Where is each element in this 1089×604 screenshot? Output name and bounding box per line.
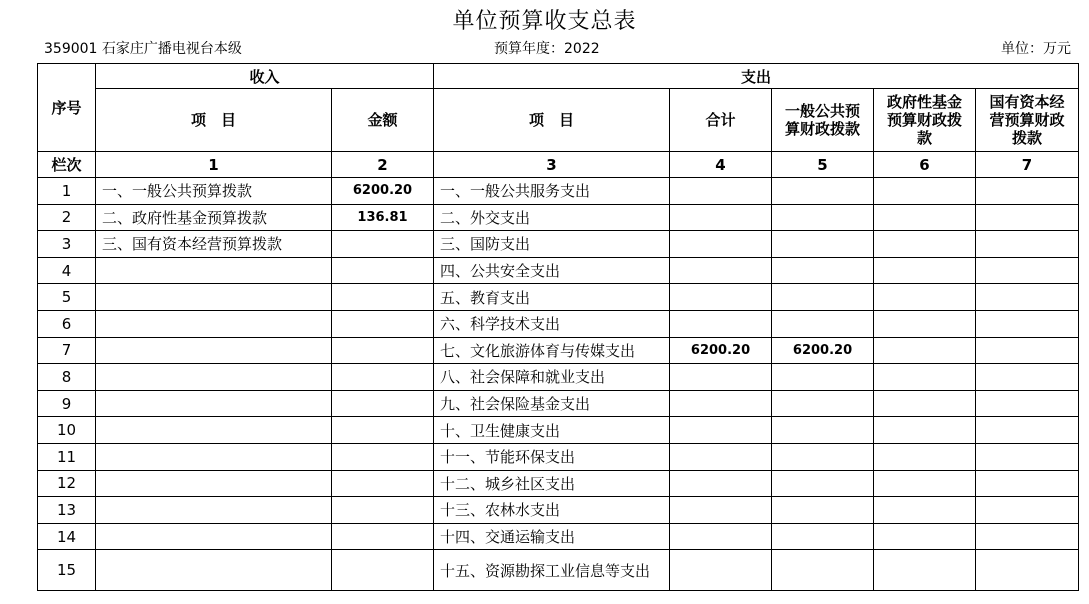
col-number: 2 xyxy=(332,152,434,178)
expense-state-capital xyxy=(976,178,1079,205)
income-amount xyxy=(332,231,434,258)
row-seq: 7 xyxy=(38,337,96,364)
table-row xyxy=(38,497,1079,524)
expense-general xyxy=(772,284,874,311)
income-item xyxy=(96,257,332,284)
expense-item: 十二、城乡社区支出 xyxy=(434,470,670,497)
table-row xyxy=(38,231,1079,258)
income-item xyxy=(96,550,332,591)
header-expense: 支出 xyxy=(434,64,1079,89)
expense-state-capital xyxy=(976,204,1079,231)
row-seq: 1 xyxy=(38,178,96,205)
expense-general xyxy=(772,310,874,337)
income-item xyxy=(96,470,332,497)
income-item: 二、政府性基金预算拨款 xyxy=(96,204,332,231)
expense-gov-fund xyxy=(874,550,976,591)
income-amount xyxy=(332,364,434,391)
table-row xyxy=(38,470,1079,497)
col-number: 5 xyxy=(772,152,874,178)
expense-general xyxy=(772,550,874,591)
expense-gov-fund xyxy=(874,231,976,258)
expense-state-capital xyxy=(976,417,1079,444)
col-number: 1 xyxy=(96,152,332,178)
row-seq: 3 xyxy=(38,231,96,258)
income-amount xyxy=(332,470,434,497)
expense-total xyxy=(670,497,772,524)
table-row xyxy=(38,257,1079,284)
income-item xyxy=(96,523,332,550)
expense-item: 五、教育支出 xyxy=(434,284,670,311)
income-item xyxy=(96,443,332,470)
income-item xyxy=(96,364,332,391)
header-col-label: 栏次 xyxy=(38,152,96,178)
expense-item: 八、社会保障和就业支出 xyxy=(434,364,670,391)
income-item xyxy=(96,310,332,337)
budget-table xyxy=(37,63,1079,591)
row-seq: 10 xyxy=(38,417,96,444)
header-expense-item: 项 目 xyxy=(434,89,670,152)
expense-total xyxy=(670,257,772,284)
expense-gov-fund xyxy=(874,204,976,231)
row-seq: 15 xyxy=(38,550,96,591)
income-amount xyxy=(332,417,434,444)
income-item xyxy=(96,417,332,444)
table-row xyxy=(38,390,1079,417)
expense-total: 6200.20 xyxy=(670,337,772,364)
expense-general xyxy=(772,364,874,391)
expense-general xyxy=(772,390,874,417)
income-amount xyxy=(332,497,434,524)
header-income: 收入 xyxy=(96,64,434,89)
table-row xyxy=(38,550,1079,591)
expense-gov-fund xyxy=(874,310,976,337)
expense-state-capital xyxy=(976,443,1079,470)
income-item xyxy=(96,337,332,364)
expense-general: 6200.20 xyxy=(772,337,874,364)
expense-gov-fund xyxy=(874,470,976,497)
expense-gov-fund xyxy=(874,497,976,524)
expense-item: 七、文化旅游体育与传媒支出 xyxy=(434,337,670,364)
row-seq: 13 xyxy=(38,497,96,524)
income-amount xyxy=(332,337,434,364)
expense-total xyxy=(670,178,772,205)
expense-item: 一、一般公共服务支出 xyxy=(434,178,670,205)
expense-state-capital xyxy=(976,364,1079,391)
expense-general xyxy=(772,470,874,497)
expense-state-capital xyxy=(976,231,1079,258)
expense-total xyxy=(670,523,772,550)
row-seq: 14 xyxy=(38,523,96,550)
expense-item: 三、国防支出 xyxy=(434,231,670,258)
expense-state-capital xyxy=(976,284,1079,311)
income-amount: 6200.20 xyxy=(332,178,434,205)
row-seq: 12 xyxy=(38,470,96,497)
expense-item: 四、公共安全支出 xyxy=(434,257,670,284)
expense-general xyxy=(772,204,874,231)
expense-gov-fund xyxy=(874,523,976,550)
row-seq: 6 xyxy=(38,310,96,337)
col-number: 7 xyxy=(976,152,1079,178)
income-item: 三、国有资本经营预算拨款 xyxy=(96,231,332,258)
expense-item: 十三、农林水支出 xyxy=(434,497,670,524)
expense-total xyxy=(670,417,772,444)
expense-item: 二、外交支出 xyxy=(434,204,670,231)
expense-total xyxy=(670,390,772,417)
income-amount xyxy=(332,550,434,591)
income-amount xyxy=(332,443,434,470)
expense-total xyxy=(670,470,772,497)
expense-item: 十、卫生健康支出 xyxy=(434,417,670,444)
row-seq: 2 xyxy=(38,204,96,231)
expense-state-capital xyxy=(976,310,1079,337)
budget-year: 预算年度：2022 xyxy=(494,41,600,57)
header-total: 合计 xyxy=(670,89,772,152)
income-item: 一、一般公共预算拨款 xyxy=(96,178,332,205)
income-amount xyxy=(332,310,434,337)
expense-item: 十一、节能环保支出 xyxy=(434,443,670,470)
unit-code-name: 359001 石家庄广播电视台本级 xyxy=(44,41,242,57)
expense-item: 六、科学技术支出 xyxy=(434,310,670,337)
table-row xyxy=(38,204,1079,231)
row-seq: 11 xyxy=(38,443,96,470)
expense-total xyxy=(670,364,772,391)
income-amount: 136.81 xyxy=(332,204,434,231)
col-number: 6 xyxy=(874,152,976,178)
expense-state-capital xyxy=(976,390,1079,417)
expense-item: 十五、资源勘探工业信息等支出 xyxy=(434,550,670,591)
expense-state-capital xyxy=(976,257,1079,284)
expense-gov-fund xyxy=(874,284,976,311)
table-row xyxy=(38,284,1079,311)
col-number: 4 xyxy=(670,152,772,178)
expense-state-capital xyxy=(976,550,1079,591)
expense-total xyxy=(670,310,772,337)
expense-gov-fund xyxy=(874,390,976,417)
table-row xyxy=(38,417,1079,444)
expense-general xyxy=(772,523,874,550)
expense-gov-fund xyxy=(874,443,976,470)
header-amount: 金额 xyxy=(332,89,434,152)
expense-general xyxy=(772,417,874,444)
table-row xyxy=(38,364,1079,391)
header-income-item: 项 目 xyxy=(96,89,332,152)
table-row xyxy=(38,523,1079,550)
expense-gov-fund xyxy=(874,337,976,364)
expense-total xyxy=(670,550,772,591)
header-seq: 序号 xyxy=(38,64,96,152)
expense-general xyxy=(772,497,874,524)
col-number: 3 xyxy=(434,152,670,178)
row-seq: 5 xyxy=(38,284,96,311)
expense-gov-fund xyxy=(874,257,976,284)
expense-gov-fund xyxy=(874,364,976,391)
expense-state-capital xyxy=(976,497,1079,524)
expense-general xyxy=(772,443,874,470)
expense-total xyxy=(670,231,772,258)
expense-total xyxy=(670,284,772,311)
income-item xyxy=(96,497,332,524)
expense-gov-fund xyxy=(874,417,976,444)
expense-item: 九、社会保险基金支出 xyxy=(434,390,670,417)
expense-state-capital xyxy=(976,337,1079,364)
table-row xyxy=(38,178,1079,205)
expense-total xyxy=(670,204,772,231)
expense-total xyxy=(670,443,772,470)
table-row xyxy=(38,310,1079,337)
expense-state-capital xyxy=(976,523,1079,550)
income-amount xyxy=(332,257,434,284)
expense-general xyxy=(772,178,874,205)
income-amount xyxy=(332,523,434,550)
expense-state-capital xyxy=(976,470,1079,497)
row-seq: 4 xyxy=(38,257,96,284)
header-gov-fund: 政府性基金预算财政拨款 xyxy=(874,89,976,152)
header-state-capital: 国有资本经营预算财政拨款 xyxy=(976,89,1079,152)
income-item xyxy=(96,390,332,417)
income-amount xyxy=(332,390,434,417)
expense-item: 十四、交通运输支出 xyxy=(434,523,670,550)
expense-general xyxy=(772,231,874,258)
header-general: 一般公共预算财政拨款 xyxy=(772,89,874,152)
page-title: 单位预算收支总表 xyxy=(452,9,637,34)
income-amount xyxy=(332,284,434,311)
row-seq: 9 xyxy=(38,390,96,417)
income-item xyxy=(96,284,332,311)
table-row xyxy=(38,443,1079,470)
table-row xyxy=(38,337,1079,364)
unit-label: 单位：万元 xyxy=(1001,41,1071,57)
expense-general xyxy=(772,257,874,284)
row-seq: 8 xyxy=(38,364,96,391)
expense-gov-fund xyxy=(874,178,976,205)
